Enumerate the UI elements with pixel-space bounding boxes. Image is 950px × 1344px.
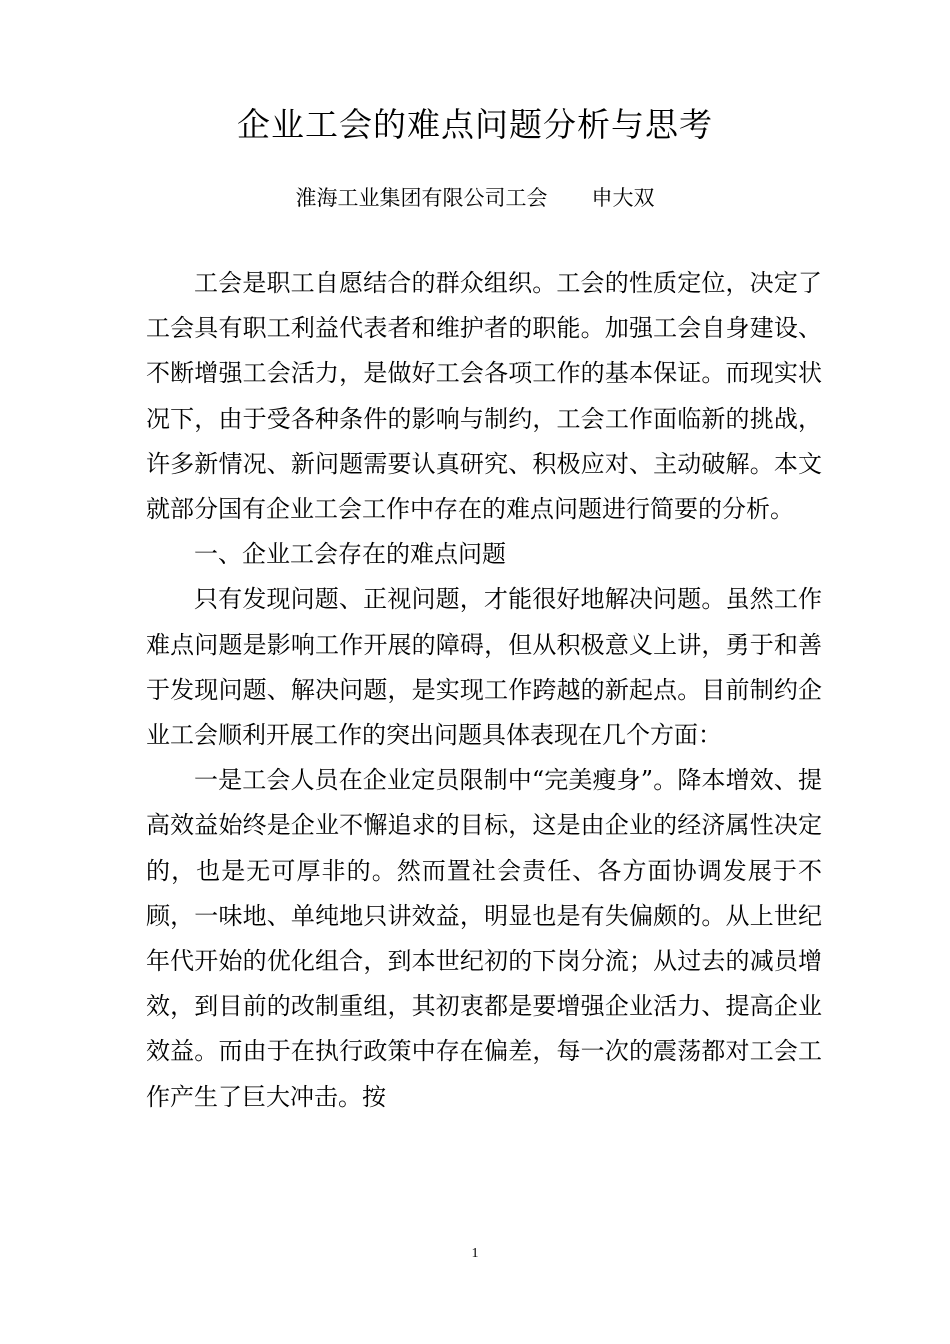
author-name: 申大双 [591, 186, 655, 210]
section-heading: 一、企业工会存在的难点问题 [194, 540, 506, 569]
document-body [146, 261, 870, 1120]
paragraph-problems: 只有发现问题、正视问题，才能很好地解决问题。虽然工作难点问题是影响工作开展的障碍，但从积极意义上讲，勇于和善于发现问题、解决问题，是实现工作跨越的新起点。目前制约企业工会顺利开展工作的突出问题具体表现在几个方面： [146, 585, 822, 750]
author-organization: 淮海工业集团有限公司工会 [295, 186, 548, 210]
paragraph-intro: 工会是职工自愿结合的群众组织。工会的性质定位，决定了工会具有职工利益代表者和维护者的职能。加强工会自身建设、不断增强工会活力，是做好工会各项工作的基本保证。而现实状况下，由于受各种条件的影响与制约，工会工作面临新的挑战，许多新情况、新问题需要认真研究、积极应对、主动破解。本文就部分国有企业工会工作中存在的难点问题进行简要的分析。 [146, 269, 822, 524]
paragraph-point-one: 一是工会人员在企业定员限制中“完美瘦身”。降本增效、提高效益始终是企业不懈追求的目标，这是由企业的经济属性决定的，也是无可厚非的。然而置社会责任、各方面协调发展于不顾，一味地、单纯地只讲效益，明显也是有失偏颇的。从上世纪 年代开始的优化组合，到本世纪初的下岗分流；从过去的减员增效，到目前的改制重组，其初衷都是要增强企业活力、提高企业效益。而由于在执行政策中存在偏差，每一次的震荡都对工会工作产生了巨大冲击。按 [146, 766, 870, 1111]
author-line [0, 182, 950, 214]
document-title: 企业工会的难点问题分析与思考 [237, 105, 713, 144]
page-number: 1 [471, 1246, 479, 1261]
